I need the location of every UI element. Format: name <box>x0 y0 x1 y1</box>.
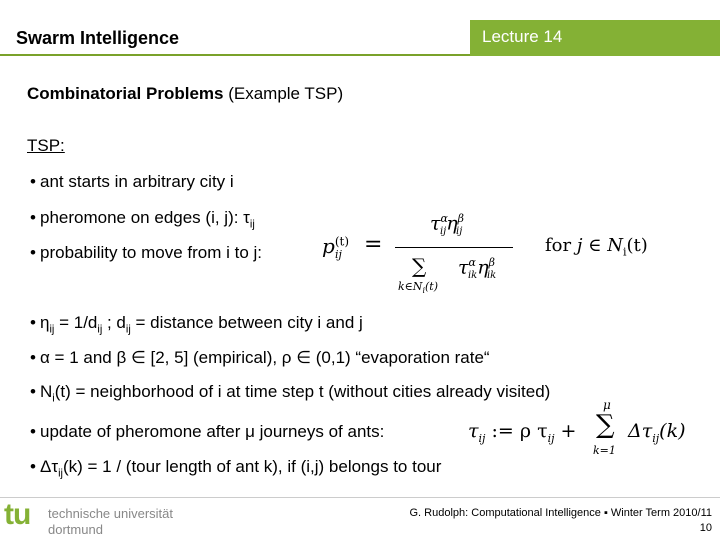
prob-denominator: $\tau^\alpha_{ik}\eta^\beta_{ik}$ <box>458 256 497 282</box>
bullet-1-text: ant starts in arbitrary city i <box>40 172 234 191</box>
bullet-5: • α = 1 and β ∈ [2, 5] (empirical), ρ ∈ (0,1) “evaporation rate“ <box>30 348 490 367</box>
course-title: Swarm Intelligence <box>16 28 180 48</box>
update-sum-bottom: k=1 <box>593 444 616 457</box>
update-sum: ∑ <box>596 410 615 440</box>
bullet-1: • ant starts in arbitrary city i <box>30 172 234 191</box>
prob-condition: for j ∈ $N_i(t)$ <box>545 235 648 259</box>
bullet-5-text: α = 1 and β ∈ [2, 5] (empirical), ρ ∈ (0,1) “evaporation rate“ <box>40 348 490 367</box>
slide-heading <box>27 84 343 104</box>
bullet-2: • pheromone on edges (i, j): $\tau_{ij}$ <box>30 208 255 231</box>
logo-line1: technische universität <box>48 506 174 521</box>
tsp-label: TSP: <box>27 136 65 155</box>
update-rhs: $\Delta\tau_{ij}(k)$ <box>628 420 686 445</box>
fraction-bar <box>395 247 513 248</box>
heading-bold: Combinatorial Problems <box>27 84 224 103</box>
bullet-3: • probability to move from i to j: <box>30 243 263 262</box>
bullet-6: • $N_i(t)$ = neighborhood of i at time step t (without cities already visited) <box>30 382 551 405</box>
update-sum-top: μ <box>603 398 611 412</box>
bullet-8: • $\Delta\tau_{ij}(k) = 1$ / (tour length of ant k), if (i,j) belongs to tour <box>30 457 442 480</box>
logo-tu: tu <box>4 498 31 531</box>
logo-line2: dortmund <box>48 522 103 537</box>
prob-lhs: $p^{(t)}_{ij}$ <box>322 234 349 261</box>
footer-divider <box>0 497 720 498</box>
bullet-2-sub: ij <box>249 218 255 231</box>
prob-sum-range: $k\in N_i(t)$ <box>398 280 439 296</box>
footer-credit-text: G. Rudolph: Computational Intelligence ▪ Winter Term 2010/11 <box>409 507 712 519</box>
prob-numerator: $\tau^\alpha_{ij}\eta^\beta_{ij}$ <box>430 212 465 238</box>
bullet-4: • $\eta_{ij} = 1/d_{ij}$ ; $d_{ij}$ = distance between city i and j <box>30 313 363 336</box>
footer-credit <box>410 506 713 536</box>
lecture-label: Lecture 14 <box>482 27 563 46</box>
prob-equals: = <box>364 232 383 257</box>
page-number: 10 <box>699 522 712 534</box>
heading-rest: (Example TSP) <box>223 84 344 103</box>
bullet-7: • update of pheromone after μ journeys of ants: <box>30 422 385 441</box>
bullet-3-text: probability to move from i to j: <box>40 243 263 262</box>
bullet-7-text: update of pheromone after μ journeys of ants: <box>40 422 385 441</box>
update-lhs: $\tau_{ij}$ := ρ $\tau_{ij}$ + <box>468 420 577 445</box>
prob-sum: ∑ <box>412 254 427 278</box>
bullet-2-tau: τ <box>243 208 250 227</box>
bullet-2-text: pheromone on edges (i, j): <box>40 208 244 227</box>
